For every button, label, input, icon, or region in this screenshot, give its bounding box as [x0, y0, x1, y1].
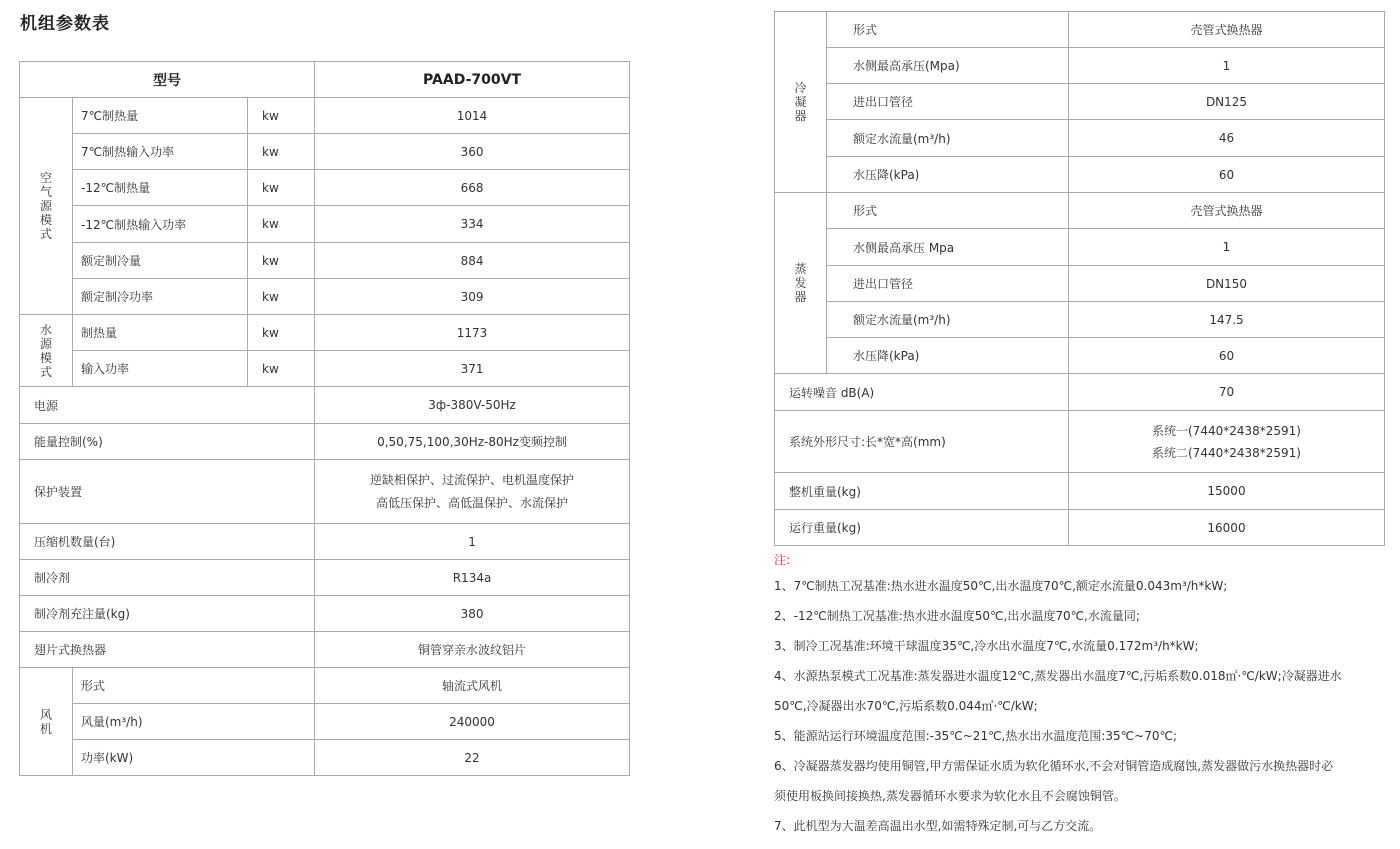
param-value: 668	[315, 170, 630, 206]
param-name: -12℃制热输入功率	[73, 206, 248, 243]
group-label-water-source: 水 源 模 式	[20, 315, 73, 387]
group-label-air-source: 空 气 源 模 式	[20, 98, 73, 315]
dimension-line-2: 系统二(7440*2438*2591)	[1152, 445, 1301, 460]
param-name: 功率(kW)	[73, 740, 315, 776]
param-name: 制冷剂充注量(kg)	[20, 596, 315, 632]
table-row	[775, 229, 1385, 266]
note-line: 3、制冷工况基准:环境干球温度35℃,冷水出水温度7℃,水流量0.172m³/h*kW;	[774, 639, 1199, 653]
param-name: 电源	[20, 387, 315, 424]
protection-line-1: 逆缺相保护、过流保护、电机温度保护	[370, 472, 575, 487]
right-spec-table	[774, 11, 1385, 546]
param-name: 进出口管径	[827, 84, 1069, 120]
param-name: 能量控制(%)	[20, 424, 315, 460]
param-name: 系统外形尺寸:长*宽*高(mm)	[775, 411, 1069, 473]
param-name: 7℃制热输入功率	[73, 134, 248, 170]
table-row	[775, 193, 1385, 229]
note-line: 5、能源站运行环境温度范围:-35℃~21℃,热水出水温度范围:35℃~70℃;	[774, 729, 1178, 743]
param-name: 7℃制热量	[73, 98, 248, 134]
table-row	[20, 387, 630, 424]
note-line: 2、-12℃制热工况基准:热水进水温度50℃,出水温度70℃,水流量同;	[774, 609, 1140, 623]
param-name: 形式	[73, 668, 315, 704]
table-row	[775, 48, 1385, 84]
param-value: R134a	[315, 560, 630, 596]
param-value: DN150	[1069, 266, 1385, 302]
param-value: 1014	[315, 98, 630, 134]
table-row	[20, 170, 630, 206]
protection-line-2: 高低压保护、高低温保护、水流保护	[376, 495, 569, 510]
table-row	[775, 411, 1385, 473]
param-value	[315, 460, 630, 524]
table-row	[775, 473, 1385, 510]
param-unit: kw	[248, 98, 315, 134]
param-value: 60	[1069, 338, 1385, 374]
param-name: 整机重量(kg)	[775, 473, 1069, 510]
table-header-row	[20, 62, 630, 98]
table-row	[20, 560, 630, 596]
note-line: 须使用板换间接换热,蒸发器循环水要求为软化水且不会腐蚀铜管。	[774, 789, 1126, 803]
table-row	[20, 524, 630, 560]
param-unit: kw	[248, 279, 315, 315]
param-name: 风量(m³/h)	[73, 704, 315, 740]
param-name: 水侧最高承压 Mpa	[827, 229, 1069, 266]
param-name: 进出口管径	[827, 266, 1069, 302]
param-unit: kw	[248, 243, 315, 279]
param-value: 884	[315, 243, 630, 279]
param-name: 额定制冷量	[73, 243, 248, 279]
table-row	[775, 12, 1385, 48]
param-name: 水压降(kPa)	[827, 157, 1069, 193]
param-name: 运行重量(kg)	[775, 510, 1069, 546]
param-name: 压缩机数量(台)	[20, 524, 315, 560]
table-row	[20, 596, 630, 632]
param-value: DN125	[1069, 84, 1385, 120]
table-row	[20, 206, 630, 243]
table-row	[20, 668, 630, 704]
param-name: 额定水流量(m³/h)	[827, 120, 1069, 157]
param-name: 翅片式换热器	[20, 632, 315, 668]
note-line: 4、水源热泵模式工况基准:蒸发器进水温度12℃,蒸发器出水温度7℃,污垢系数0.018㎡·℃/kW;冷凝器进水	[774, 669, 1342, 683]
table-row	[20, 740, 630, 776]
param-name: 保护装置	[20, 460, 315, 524]
param-value: 60	[1069, 157, 1385, 193]
table-row	[775, 302, 1385, 338]
left-spec-table	[19, 61, 630, 776]
table-row	[775, 374, 1385, 411]
table-row	[775, 510, 1385, 546]
table-row	[20, 351, 630, 387]
param-value: 309	[315, 279, 630, 315]
param-value: 0,50,75,100,30Hz-80Hz变频控制	[315, 424, 630, 460]
param-name: 输入功率	[73, 351, 248, 387]
table-row	[20, 134, 630, 170]
table-row	[20, 279, 630, 315]
param-value: 铜管穿亲水波纹铝片	[315, 632, 630, 668]
table-row	[775, 266, 1385, 302]
param-value: 46	[1069, 120, 1385, 157]
param-value: 16000	[1069, 510, 1385, 546]
param-unit: kw	[248, 170, 315, 206]
param-value: 轴流式风机	[315, 668, 630, 704]
param-value: 147.5	[1069, 302, 1385, 338]
param-name: 运转噪音 dB(A)	[775, 374, 1069, 411]
param-value: 371	[315, 351, 630, 387]
group-label-fan: 风 机	[20, 668, 73, 776]
param-name: 水侧最高承压(Mpa)	[827, 48, 1069, 84]
note-line: 6、冷凝器蒸发器均使用铜管,甲方需保证水质为软化循环水,不会对铜管造成腐蚀,蒸发器做污水换热器时必	[774, 759, 1334, 773]
param-name: 形式	[827, 193, 1069, 229]
dimension-line-1: 系统一(7440*2438*2591)	[1152, 423, 1301, 438]
table-row	[775, 84, 1385, 120]
table-row	[20, 460, 630, 524]
table-row	[20, 98, 630, 134]
param-value: 334	[315, 206, 630, 243]
param-unit: kw	[248, 206, 315, 243]
page-title: 机组参数表	[20, 14, 110, 34]
param-name: 水压降(kPa)	[827, 338, 1069, 374]
param-value: 1173	[315, 315, 630, 351]
param-value: 15000	[1069, 473, 1385, 510]
param-value: 1	[1069, 48, 1385, 84]
param-value: 380	[315, 596, 630, 632]
table-row	[20, 704, 630, 740]
param-unit: kw	[248, 134, 315, 170]
param-unit: kw	[248, 315, 315, 351]
param-value: 1	[315, 524, 630, 560]
param-value: 3ф-380V-50Hz	[315, 387, 630, 424]
note-line: 1、7℃制热工况基准:热水进水温度50℃,出水温度70℃,额定水流量0.043m³/h*kW;	[774, 579, 1228, 593]
param-value: 22	[315, 740, 630, 776]
param-value: 1	[1069, 229, 1385, 266]
param-unit: kw	[248, 351, 315, 387]
param-name: 制热量	[73, 315, 248, 351]
param-name: 制冷剂	[20, 560, 315, 596]
table-row	[20, 243, 630, 279]
table-row	[20, 424, 630, 460]
table-row	[20, 315, 630, 351]
param-name: 额定制冷功率	[73, 279, 248, 315]
notes-section	[774, 550, 1400, 838]
param-value	[1069, 411, 1385, 473]
group-label-evaporator: 蒸 发 器	[775, 193, 827, 374]
model-value: PAAD-700VT	[315, 62, 630, 98]
table-row	[775, 157, 1385, 193]
param-value: 70	[1069, 374, 1385, 411]
table-row	[775, 338, 1385, 374]
param-value: 240000	[315, 704, 630, 740]
notes-heading: 注:	[774, 553, 791, 567]
param-name: 额定水流量(m³/h)	[827, 302, 1069, 338]
group-label-condenser: 冷 凝 器	[775, 12, 827, 193]
param-value: 360	[315, 134, 630, 170]
table-row	[20, 632, 630, 668]
note-line: 50℃,冷凝器出水70℃,污垢系数0.044㎡·℃/kW;	[774, 699, 1038, 713]
note-line: 7、此机型为大温差高温出水型,如需特殊定制,可与乙方交流。	[774, 819, 1102, 833]
param-value: 壳管式换热器	[1069, 12, 1385, 48]
param-name: -12℃制热量	[73, 170, 248, 206]
param-value: 壳管式换热器	[1069, 193, 1385, 229]
param-name: 形式	[827, 12, 1069, 48]
table-row	[775, 120, 1385, 157]
model-label: 型号	[20, 62, 315, 98]
